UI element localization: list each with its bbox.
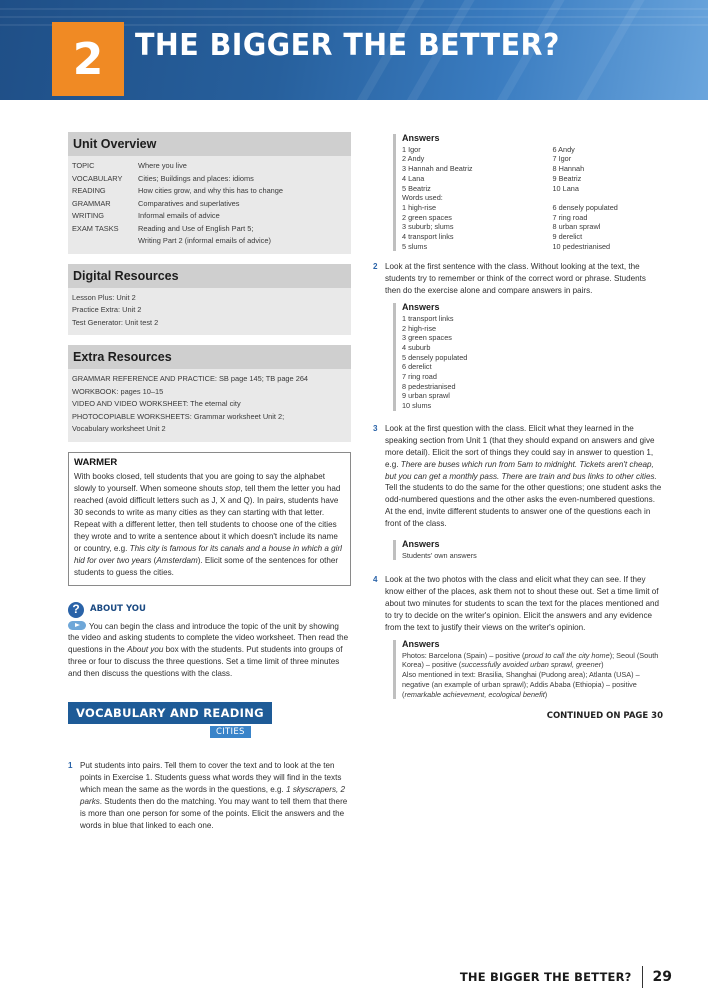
answers-photos-text	[402, 651, 663, 670]
resource-item: Vocabulary worksheet Unit 2	[72, 424, 166, 433]
warmer-heading: WARMER	[74, 456, 118, 468]
extra-resources-heading: Extra Resources	[68, 345, 351, 369]
answers-box-1	[393, 134, 663, 251]
answer-item: Students' own answers	[402, 550, 477, 560]
resource-item: PHOTOCOPIABLE WORKSHEETS: Grammar worksheet Unit 2;	[72, 411, 285, 421]
footer-title: THE BIGGER THE BETTER?	[459, 970, 632, 984]
answers-mentioned-text	[402, 670, 663, 699]
warmer-text	[74, 471, 345, 578]
answers-heading: Answers	[402, 302, 440, 313]
resource-item: GRAMMAR REFERENCE AND PRACTICE: SB page 145; TB page 264	[72, 374, 309, 383]
answer-item: 9 derelict	[552, 232, 583, 242]
overview-key: GRAMMAR	[72, 198, 111, 208]
answer-text-part: Also mentioned in text: Brasilia, Shanghai (Pudong area); Atlanta (USA) – negative (an example of urban sprawl); Addis Ababa (Ethiopia) – positive (	[402, 670, 640, 699]
answers-heading: Answers	[402, 133, 440, 143]
exercise-4	[373, 574, 663, 634]
unit-number: 2	[52, 22, 124, 96]
exercise-text-part: Look at the first question with the class. Elicit what they learned in the speaking section from Unit 1 (that they should expand on answers and give more detail). Elicit the sort of things they could say in answer to question 1, e.g.	[385, 423, 655, 469]
answer-item: 6 densely populated	[552, 202, 618, 212]
about-you-header	[68, 602, 351, 618]
overview-row	[72, 173, 347, 186]
exercise-number: 1	[68, 761, 73, 771]
section-subtitle: CITIES	[210, 726, 251, 738]
exercise-text	[385, 423, 663, 530]
answers-heading: Answers	[402, 638, 440, 649]
exercise-text-part: Put students into pairs. Tell them to cover the text and to look at the ten points in Exercise 1. Students guess what words they will find in the texts which mean the same as the words in the questions, e.g.	[80, 761, 342, 794]
answers-col-right	[513, 203, 664, 252]
answer-item: 4 suburb	[402, 342, 431, 352]
answers-box-3	[393, 540, 663, 560]
answer-item: 1 transport links	[402, 313, 454, 323]
answer-text-part: Photos: Barcelona (Spain) – positive (	[402, 650, 525, 660]
answers-box-4	[393, 640, 663, 699]
overview-key: TOPIC	[72, 161, 95, 170]
continued-note: CONTINUED ON PAGE 30	[546, 711, 663, 722]
unit-overview-heading: Unit Overview	[68, 132, 351, 156]
answer-item: 4 Lana	[402, 173, 425, 183]
answers-two-col	[402, 203, 663, 252]
answer-text-italic: successfully avoided urban sprawl, greener	[461, 660, 602, 670]
header-banner	[0, 0, 708, 100]
about-you-text-part: You can begin the class and introduce the topic of the unit by showing the video and asking students to complete the video worksheet. Then read the questions in the	[68, 621, 349, 655]
extra-resources-body	[68, 369, 351, 442]
exercise-number: 2	[373, 262, 378, 272]
digital-resources-heading: Digital Resources	[68, 264, 351, 288]
resource-item: VIDEO AND VIDEO WORKSHEET: The eternal city	[72, 399, 241, 408]
overview-row	[72, 210, 347, 223]
unit-overview-body	[68, 156, 351, 254]
warmer-text-part: (	[151, 555, 157, 565]
warmer-box	[68, 452, 351, 586]
answers-heading: Answers	[402, 539, 440, 550]
exercise-2	[373, 261, 663, 297]
answer-item: 2 green spaces	[402, 212, 452, 222]
answer-item: 1 Igor	[402, 144, 421, 154]
answer-item: 10 pedestrianised	[552, 241, 611, 251]
exercise-text-part: . Students then do the matching. You may want to tell them that there is more than one person for some of the points. Elicit the answers and the words in blue that linked to each one.	[80, 796, 348, 830]
section-title: VOCABULARY AND READING	[68, 702, 272, 724]
about-you-text	[68, 621, 351, 681]
answer-item: 10 slums	[402, 401, 432, 411]
answer-text-part: ); Seoul (South Korea) – positive (	[402, 650, 659, 670]
overview-key: WRITING	[72, 211, 105, 220]
page-footer	[460, 966, 672, 988]
answer-item: 10 Lana	[552, 183, 579, 193]
overview-row	[72, 223, 347, 236]
exercise-text-italic: There are buses which run from 5am to midnight. Tickets aren't cheap, but you can get a monthly pass. There are train and bus links to other cities.	[385, 459, 657, 481]
warmer-text-part: , tell them the letter you had reached (avoid difficult letters such as J, X and Q). In pairs, students have 30 seconds to write as many cities as they can starting with that letter. Repeat with a different letter, then tell students to choose one of the cities they wrote and to write a sentence about it which doesn't include its name or country, e.g.	[74, 484, 341, 553]
about-you-text-part: box with the students. Put students into groups of three or four to discuss the three questions. Set a time limit of three minutes and then discuss the questions with the class.	[68, 645, 343, 679]
left-column	[68, 132, 351, 832]
overview-key	[72, 235, 138, 248]
overview-row	[72, 235, 347, 248]
answer-item: 3 green spaces	[402, 333, 452, 343]
answer-item: 2 Andy	[402, 154, 425, 164]
exercise-text-part: Tell the students to do the same for the other questions; one student asks the odd-numbered questions and the other asks the even-numbered questions. At the end, invite different students to answer one of the questions each in front of the class.	[385, 483, 662, 529]
answers-col-left	[402, 203, 513, 252]
page-number: 29	[652, 969, 672, 985]
answer-item: 7 Igor	[552, 154, 572, 164]
answer-item: 8 Hannah	[552, 164, 585, 174]
video-icon	[68, 621, 86, 630]
overview-key: EXAM TASKS	[72, 223, 119, 233]
unit-title: THE BIGGER THE BETTER?	[135, 28, 560, 63]
exercise-text: Look at the first sentence with the class. Without looking at the text, the students try to remember or think of the correct word or phrase. Students then do the exercise alone and compare answers in pairs.	[385, 262, 646, 296]
answer-text-part: )	[601, 660, 604, 670]
answers-col-left	[402, 145, 513, 194]
overview-value: How cities grow, and why this has to change	[138, 186, 284, 195]
exercise-number: 4	[373, 575, 378, 585]
answers-col-right	[513, 145, 664, 194]
answers-two-col	[402, 145, 663, 194]
answer-item: 6 derelict	[402, 362, 432, 372]
answer-text-part: )	[544, 689, 548, 699]
answer-item: 3 suburb; slums	[402, 222, 454, 232]
overview-row	[72, 198, 347, 211]
resource-item: Practice Extra: Unit 2	[72, 305, 142, 314]
about-you-heading: ABOUT YOU	[90, 603, 146, 614]
answer-item: 5 densely populated	[402, 352, 468, 362]
about-you-section	[68, 602, 351, 681]
answer-text-italic: proud to call the city home	[524, 650, 610, 660]
overview-value: Where you live	[138, 161, 187, 170]
extra-resources-box	[68, 345, 351, 442]
banner-stripe	[0, 8, 708, 10]
resource-item: WORKBOOK: pages 10–15	[72, 386, 164, 396]
overview-value: Writing Part 2 (informal emails of advice)	[138, 236, 271, 245]
warmer-text-part: ). Elicit some of the sentences for other students to guess the cities.	[74, 555, 339, 577]
warmer-text-italic: This city is famous for its canals and a house in which a girl hid for over two years	[74, 543, 342, 565]
answer-item: 8 pedestrianised	[402, 381, 456, 391]
exercise-text	[80, 760, 351, 831]
answer-item: 9 urban sprawl	[402, 391, 450, 401]
overview-value: Cities; Buildings and places: idioms	[138, 173, 254, 183]
answer-item: 8 urban sprawl	[552, 222, 601, 232]
overview-key: VOCABULARY	[72, 173, 123, 183]
answers-box-2	[393, 303, 663, 411]
answer-item: 6 Andy	[552, 144, 575, 154]
overview-row	[72, 160, 347, 173]
answer-item: 1 high-rise	[402, 202, 437, 212]
resource-item: Test Generator: Unit test 2	[72, 317, 159, 327]
exercise-text-italic: 1 skyscrapers, 2 parks	[80, 784, 345, 806]
digital-resources-body	[68, 288, 351, 336]
question-mark-icon: ?	[68, 602, 84, 618]
banner-decoration	[554, 0, 656, 100]
exercise-3	[373, 423, 663, 530]
answer-item: 9 Beatriz	[552, 173, 582, 183]
vocabulary-reading-banner	[68, 702, 351, 746]
unit-overview-box	[68, 132, 351, 254]
answer-item: 5 slums	[402, 241, 428, 251]
overview-row	[72, 185, 347, 198]
answer-item: 5 Beatriz	[402, 183, 431, 193]
answer-item: 7 ring road	[402, 372, 437, 382]
words-used-label: Words used:	[402, 193, 443, 203]
exercise-text: Look at the two photos with the class and elicit what they can see. If they know either of the places, ask them not to shout these out. Set a time limit of about two minutes for students to scan the text for the places mentioned and to try to decide on the writer's opinion. Elicit the answers and any evidence from the text to justify their views on the writer's opinion.	[385, 575, 660, 633]
footer-divider	[642, 966, 643, 988]
exercise-1	[68, 760, 351, 831]
exercise-number: 3	[373, 423, 378, 433]
answer-item: 2 high-rise	[402, 323, 437, 333]
banner-stripe	[0, 16, 708, 18]
overview-value: Informal emails of advice	[138, 211, 220, 220]
overview-value: Comparatives and superlatives	[138, 198, 240, 208]
resource-item: Lesson Plus: Unit 2	[72, 292, 136, 302]
answer-item: 4 transport links	[402, 232, 454, 242]
about-you-text-italic: About you	[126, 645, 164, 655]
digital-resources-box	[68, 264, 351, 336]
overview-key: READING	[72, 186, 106, 195]
overview-value: Reading and Use of English Part 5;	[138, 223, 254, 233]
right-column	[373, 134, 663, 721]
warmer-text-italic: stop	[225, 484, 241, 494]
answer-item: 3 Hannah and Beatriz	[402, 164, 473, 174]
answer-text-italic: remarkable achievement, ecological benefit	[404, 689, 545, 699]
answer-item: 7 ring road	[552, 212, 588, 222]
warmer-text-part: With books closed, tell students that you are going to say the alphabet slowly to yourself. When someone shouts	[74, 472, 326, 494]
warmer-text-italic: Amsterdam	[156, 555, 198, 565]
